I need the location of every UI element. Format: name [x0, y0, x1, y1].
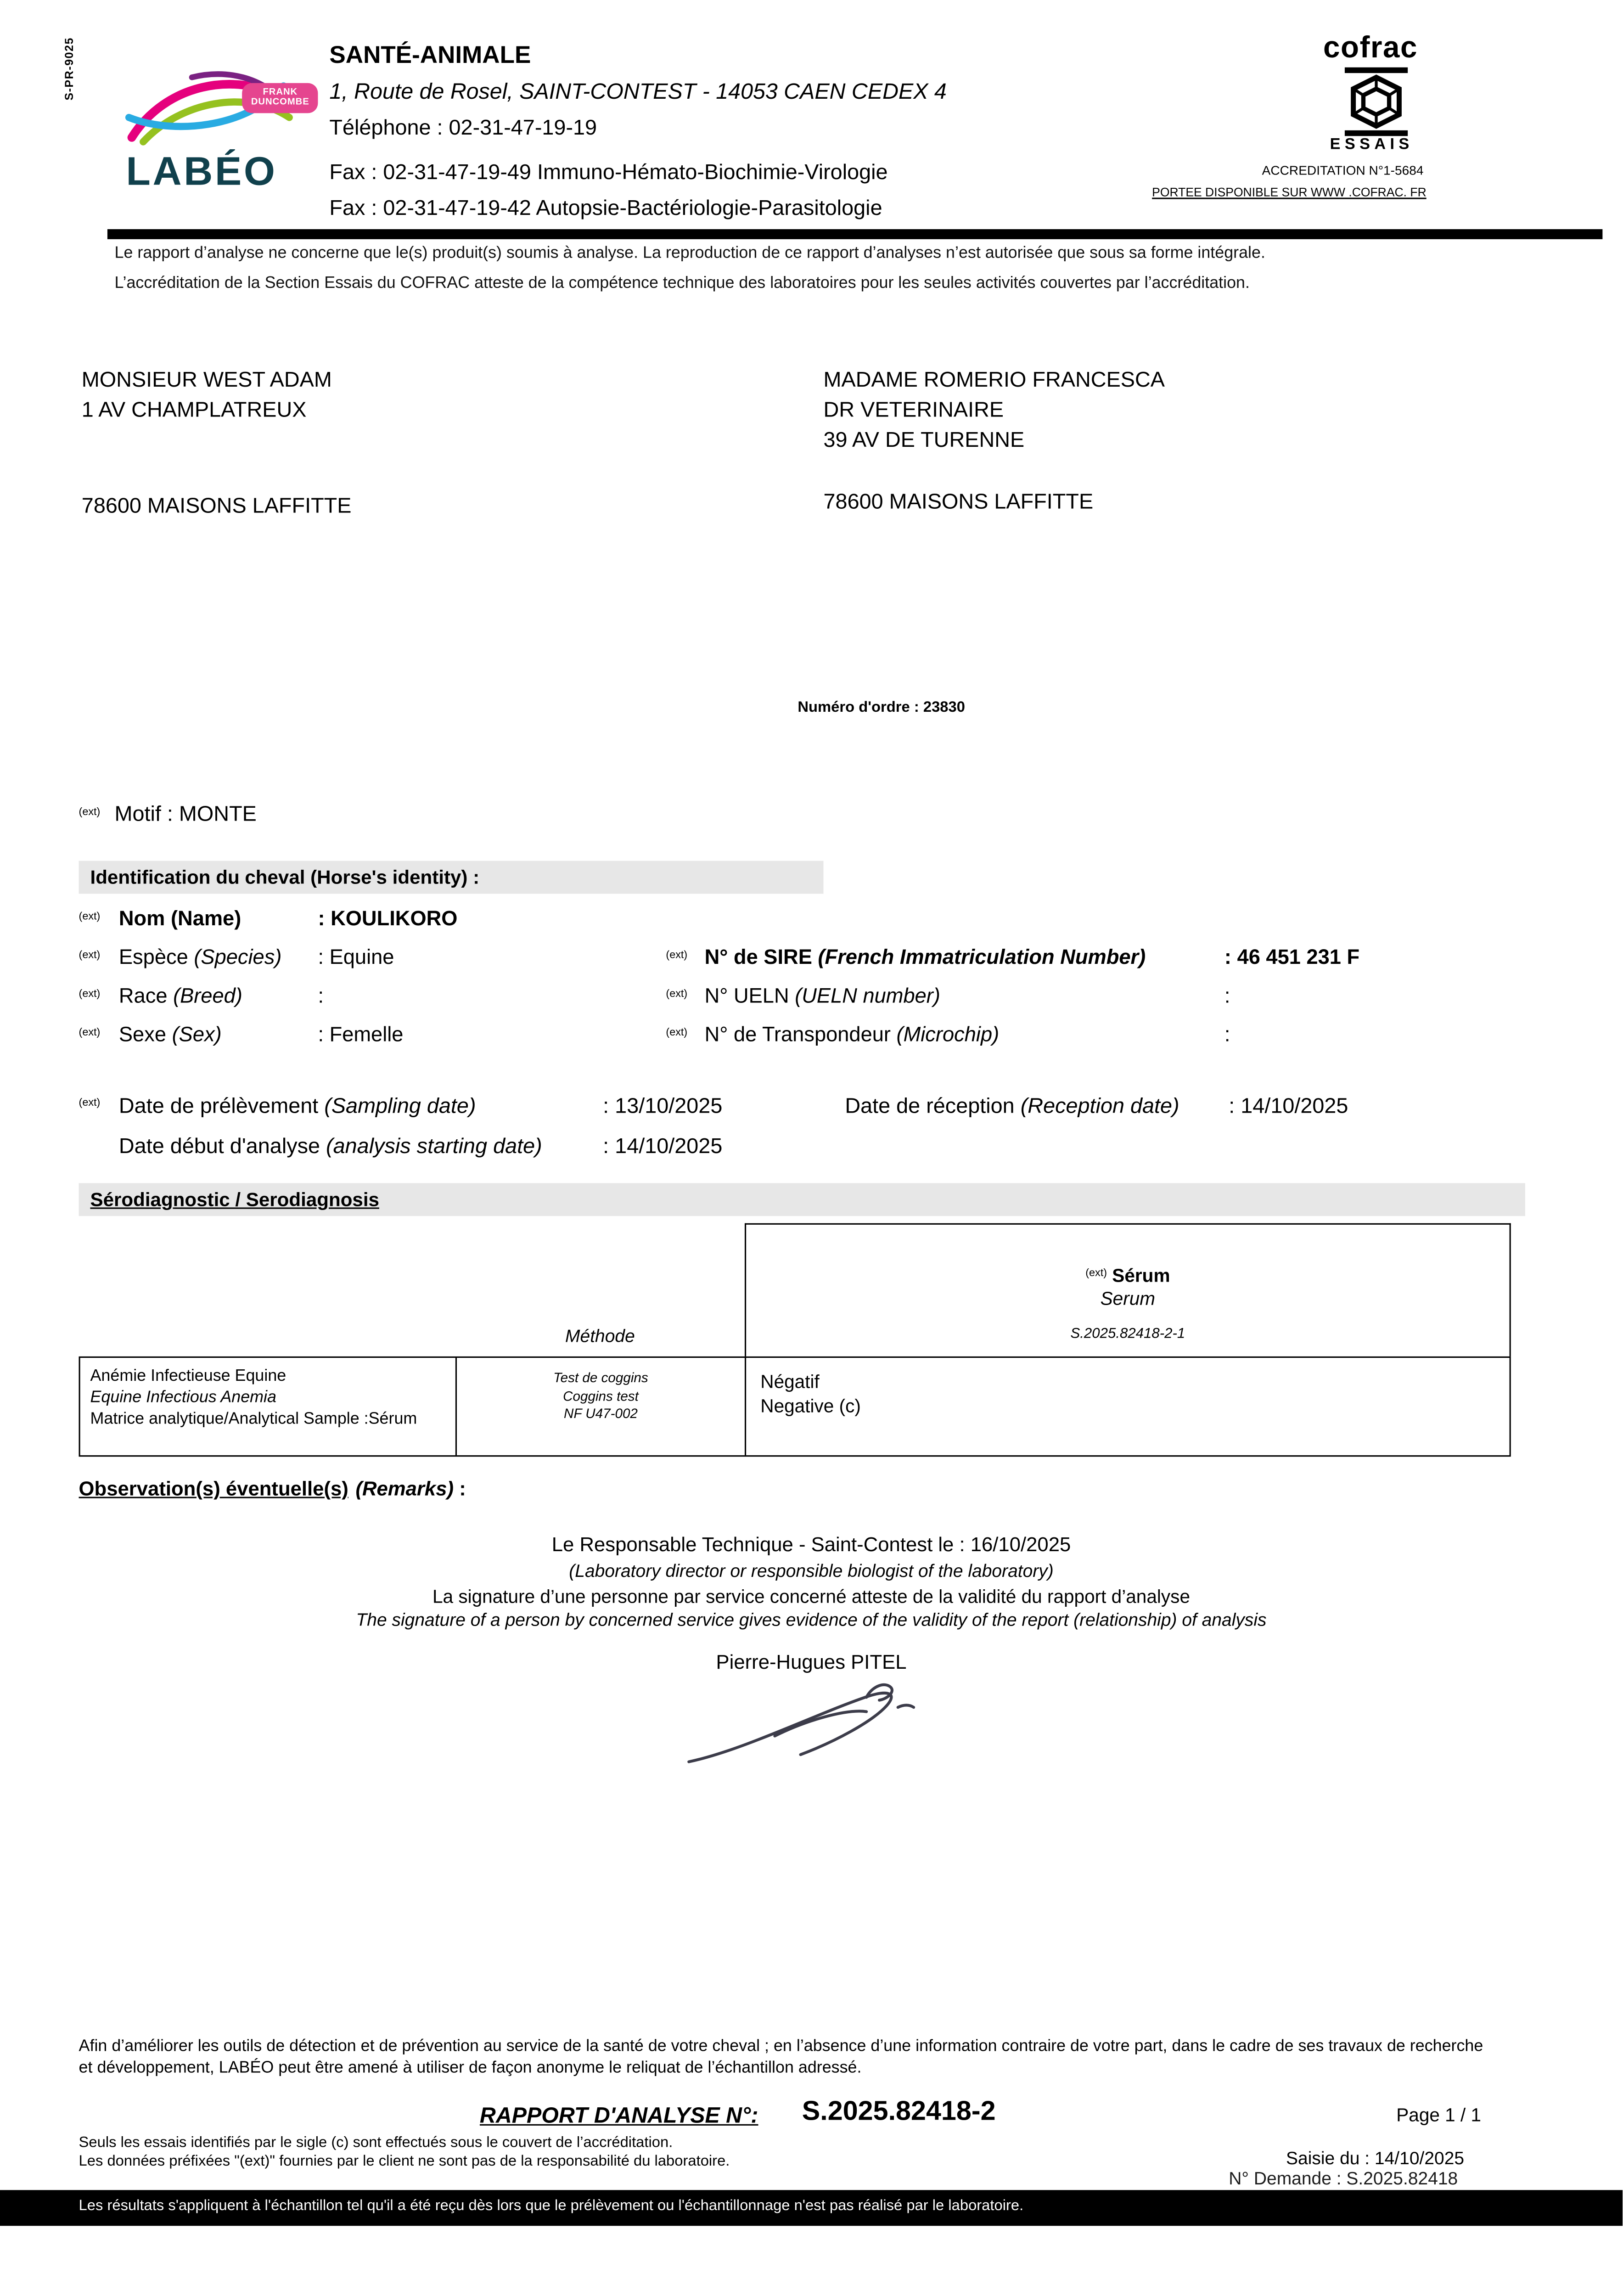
horse-name-value: : KOULIKORO: [318, 908, 458, 931]
research-notice: Afin d’améliorer les outils de détection et de prévention au service de la santé de votre cheval ; en l’absence d’une information contraire de votre part, dans le cadre de ses travaux de recherche et développement, LABÉO peut être amené à utiliser de façon anonyme le reliquat de l’échantillon adressé.: [79, 2038, 1483, 2077]
sex-label-en: (Sex): [172, 1024, 222, 1047]
sire-label-fr: N° de SIRE: [704, 946, 812, 970]
horse-identity-title: Identification du cheval (Horse's identity) :: [90, 867, 480, 888]
cofrac-essais-label: ESSAIS: [1330, 136, 1414, 153]
results-table: [79, 1223, 1511, 1457]
analysis-label-fr: Date début d'analyse: [118, 1134, 320, 1159]
serodiagnosis-title: Sérodiagnostic / Serodiagnosis: [90, 1188, 379, 1210]
breed-label: [119, 985, 242, 1008]
report-number-label: RAPPORT D'ANALYSE N°:: [479, 2104, 758, 2129]
ueln-value: :: [1224, 985, 1230, 1008]
frank-duncombe-badge: [242, 83, 318, 113]
identity-row-breed-ueln: [79, 985, 1540, 1023]
owner-city: 78600 MAISONS LAFFITTE: [81, 494, 352, 519]
ueln-label-fr: N° UELN: [704, 985, 789, 1008]
ext-tag: (ext): [666, 1025, 688, 1039]
sampling-date-label: [119, 1094, 476, 1119]
lab-fax-immuno: Fax : 02-31-47-19-49 Immuno-Hémato-Biochimie-Virologie: [329, 160, 888, 185]
signature-block: [0, 1533, 1623, 1776]
analysis-start-label: [119, 1134, 542, 1159]
result-cell: [746, 1358, 1510, 1455]
ext-tag: (ext): [666, 948, 688, 961]
sex-value: : Femelle: [318, 1024, 404, 1047]
species-value: : Equine: [318, 946, 394, 970]
lab-director-line: (Laboratory director or responsible biologist of the laboratory): [569, 1561, 1054, 1581]
vet-title: DR VETERINAIRE: [823, 398, 1004, 423]
horse-identity-section-header: [79, 861, 824, 894]
footer-note-accreditation: Seuls les essais identifiés par le sigle (c) sont effectués sous le couvert de l’accréditation.: [79, 2134, 673, 2152]
breed-label-fr: Race: [118, 985, 168, 1008]
species-label-fr: Espèce: [118, 946, 188, 970]
ext-tag: (ext): [79, 1096, 101, 1109]
result-row: [79, 1356, 1511, 1457]
cofrac-block: [1100, 32, 1426, 199]
vet-street: 39 AV DE TURENNE: [823, 428, 1025, 453]
analysis-matrix: Matrice analytique/Analytical Sample :Sérum: [90, 1411, 417, 1428]
accreditation-number: ACCREDITATION N°1-5684: [1262, 163, 1424, 178]
method-name: Test de coggins: [553, 1371, 648, 1387]
owner-street: 1 AV CHAMPLATREUX: [81, 398, 307, 423]
sample-type-line: [746, 1262, 1510, 1288]
microchip-label-fr: N° de Transpondeur: [704, 1024, 891, 1047]
analysis-name: Anémie Infectieuse Equine: [90, 1367, 286, 1385]
ext-tag: (ext): [666, 987, 688, 1000]
breed-label-en: (Breed): [173, 985, 242, 1008]
result-value: Négatif: [760, 1371, 820, 1392]
sample-type: Sérum: [1112, 1265, 1170, 1287]
form-code-vertical: S-PR-9025: [63, 37, 76, 101]
sample-type-en: Serum: [1100, 1288, 1156, 1309]
vet-name: MADAME ROMERIO FRANCESCA: [823, 368, 1165, 393]
analysis-column-header: [79, 1223, 455, 1356]
ext-tag: (ext): [79, 909, 101, 923]
report-disclaimer-1: Le rapport d’analyse ne concerne que le(s) produit(s) soumis à analyse. La reproduction de ce rapport d’analyses n’est autorisée que sous sa forme intégrale.: [114, 245, 1265, 262]
signatory-name: Pierre-Hugues PITEL: [716, 1650, 907, 1673]
microchip-label: [705, 1024, 1000, 1047]
labeo-logo: [123, 66, 318, 195]
signature-notice-en: The signature of a person by concerned service gives evidence of the validity of the report (relationship) of analysis: [356, 1609, 1267, 1630]
department-title: SANTÉ-ANIMALE: [329, 41, 531, 69]
sampling-date-value: : 13/10/2025: [603, 1094, 723, 1119]
labeo-wordmark: LABÉO: [126, 149, 277, 194]
cofrac-wordmark: cofrac: [1323, 31, 1418, 65]
method-column-header: Méthode: [565, 1326, 635, 1347]
owner-name: MONSIEUR WEST ADAM: [81, 368, 332, 393]
report-disclaimer-2: L’accréditation de la Section Essais du COFRAC atteste de la compétence technique des laboratoires pour les seules activités couvertes par l’accréditation.: [114, 275, 1250, 293]
reception-label-en: (Reception date): [1020, 1094, 1179, 1119]
breed-value: :: [318, 985, 324, 1008]
ext-tag: (ext): [79, 805, 101, 818]
ext-tag: (ext): [79, 948, 101, 961]
lab-fax-autopsie: Fax : 02-31-47-19-42 Autopsie-Bactériologie-Parasitologie: [329, 196, 882, 221]
microchip-value: :: [1224, 1024, 1230, 1047]
analysis-label-en: (analysis starting date): [326, 1134, 542, 1159]
identity-row-species-sire: [79, 947, 1540, 984]
sire-value: : 46 451 231 F: [1224, 946, 1360, 970]
sex-label: [119, 1024, 222, 1047]
method-standard: NF U47-002: [564, 1407, 638, 1423]
analysis-name-en: Equine Infectious Anemia: [90, 1389, 277, 1407]
frank-label: FRANK: [263, 87, 298, 98]
handwritten-signature: [668, 1679, 955, 1776]
horse-name-label: Nom (Name): [118, 908, 241, 931]
reception-date-value: : 14/10/2025: [1229, 1094, 1348, 1119]
sire-label-en: (French Immatriculation Number): [818, 946, 1146, 970]
ueln-label: [705, 985, 940, 1008]
species-label: [119, 947, 282, 970]
footer-note-results: Les résultats s'appliquent à l'échantillon tel qu'il a été reçu dès lors que le prélèvement ou l'échantillonnage n'est pas réalisé par le laboratoire.: [79, 2197, 1024, 2215]
report-number-value: S.2025.82418-2: [802, 2097, 996, 2127]
result-value-en: Negative (c): [760, 1395, 861, 1417]
order-number: Numéro d'ordre : 23830: [797, 699, 965, 716]
lab-phone: Téléphone : 02-31-47-19-19: [329, 116, 597, 141]
vet-city: 78600 MAISONS LAFFITTE: [823, 490, 1094, 514]
method-cell: [457, 1358, 746, 1455]
lab-header: [329, 41, 946, 220]
serodiagnosis-section-header: [79, 1183, 1525, 1216]
header-rule: [107, 229, 1602, 239]
reception-label-fr: Date de réception: [845, 1094, 1015, 1119]
sex-label-fr: Sexe: [118, 1024, 167, 1047]
sampling-label-fr: Date de prélèvement: [118, 1094, 319, 1119]
duncombe-label: DUNCOMBE: [251, 98, 309, 108]
remarks-label: Observation(s) éventuelle(s): [79, 1476, 348, 1500]
page-indicator: Page 1 / 1: [1396, 2104, 1482, 2126]
cofrac-portee-note: PORTEE DISPONIBLE SUR WWW .COFRAC. FR: [1152, 185, 1426, 199]
motif-text: Motif : MONTE: [114, 802, 257, 827]
analysis-start-value: : 14/10/2025: [603, 1134, 723, 1159]
reception-date-label: [845, 1094, 1179, 1119]
ext-tag: (ext): [1085, 1266, 1107, 1279]
vet-address-block: [824, 365, 1165, 517]
ext-tag: (ext): [79, 987, 101, 1000]
analysis-cell: [80, 1358, 457, 1455]
species-label-en: (Species): [194, 946, 282, 970]
footer-note-ext-data: Les données préfixées "(ext)" fournies par le client ne sont pas de la responsabilité du laboratoire.: [79, 2153, 730, 2170]
ueln-label-en: (UELN number): [795, 985, 940, 1008]
ext-tag: (ext): [79, 1025, 101, 1039]
footer-band: [0, 2190, 1623, 2226]
signature-notice-fr: La signature d’une personne par service concerné atteste de la validité du rapport d’analyse: [432, 1585, 1191, 1607]
responsible-line: Le Responsable Technique - Saint-Contest le : 16/10/2025: [551, 1532, 1071, 1556]
sampling-label-en: (Sampling date): [324, 1094, 476, 1119]
identity-row-name: [79, 908, 1540, 945]
results-table-header: [79, 1223, 1511, 1356]
cofrac-emblem-icon: [1341, 68, 1412, 136]
owner-address-block: [82, 365, 352, 521]
entry-date: Saisie du : 14/10/2025: [1286, 2148, 1465, 2169]
microchip-label-en: (Microchip): [896, 1024, 1000, 1047]
remarks-colon: :: [459, 1476, 466, 1500]
sire-label: [705, 947, 1146, 970]
sample-column-header: [745, 1223, 1511, 1356]
remarks-label-en: (Remarks): [355, 1476, 454, 1500]
lab-address: 1, Route de Rosel, SAINT-CONTEST - 14053 CAEN CEDEX 4: [329, 80, 947, 105]
request-number: N° Demande : S.2025.82418: [1229, 2168, 1458, 2189]
method-name-en: Coggins test: [563, 1389, 639, 1405]
sample-id: S.2025.82418-2-1: [1070, 1326, 1185, 1342]
remarks-line: [79, 1477, 466, 1500]
motif-line: [79, 802, 257, 827]
identity-row-sex-microchip: [79, 1024, 1540, 1061]
